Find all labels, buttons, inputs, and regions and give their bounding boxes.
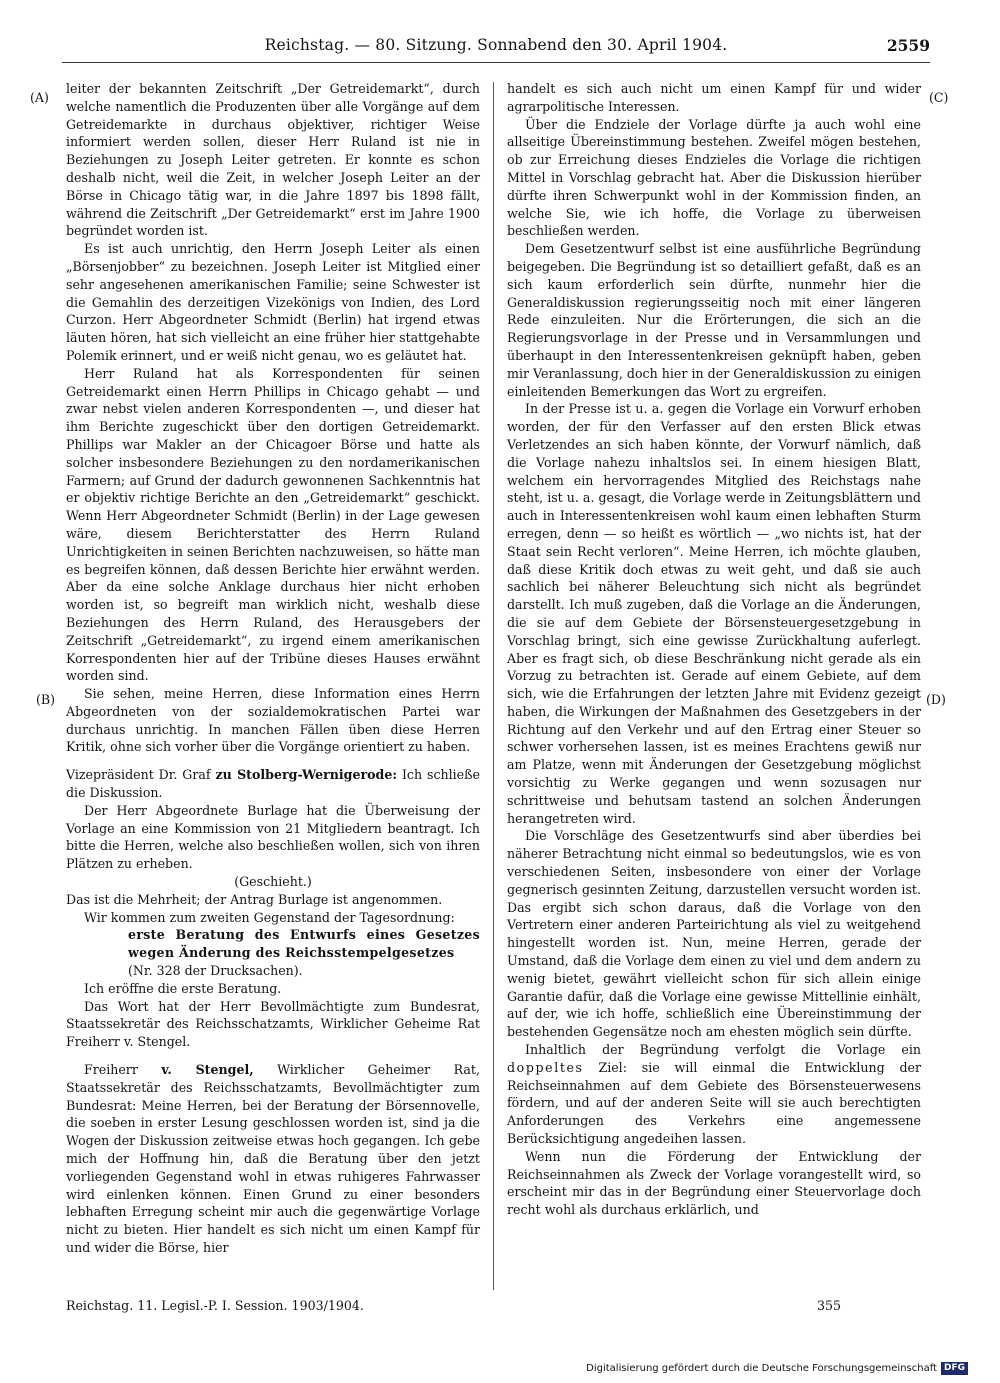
speech-text: Ich schließe die Diskussion. xyxy=(66,767,480,801)
paragraph: In der Presse ist u. a. gegen die Vorlage ein Vorwurf erhoben worden, der für den Verfasser auf den ersten Blick etwas Verletzendes an sich haben könnte, der Vorwurf nämlich, daß die Vorlage nahezu inhaltslos sei. In einem hiesigen Blatt, welchem ein hervorragendes Mitglied des Reichstags nahe steht, ist u. a. gesagt, die Vorlage werde in Zeitungsblättern und auch in Interessentenkreisen wohl kaum einen lebhaften Sturm erregen, denn — so heißt es wörtlich — „wo nichts ist, hat der Staat sein Recht verloren“. Meine Herren, ich möchte glauben, daß diese Kritik doch etwas zu weit geht, und daß sie auch sachlich bei näherer Beleuchtung sich nicht als begründet darstellt. Ich muß zugeben, daß die Vorlage an die Änderungen, die sie auf dem Gebiete der Börsensteuergesetzgebung in Vorschlag bringt, sich eine gewisse Zurückhaltung auferlegt. Aber es fragt sich, ob diese Beschränkung nicht gerade als ein Vorzug zu betrachten ist. Gerade auf einem Gebiete, auf dem sich, wie die Erfahrungen der letzten Jahre mit Evidenz gezeigt haben, die Wirkungen der Maßnahmen des Gesetzgebers in der Richtung auf den Verkehr und auf den Ertrag einer Steuer so schwer vorhersehen lassen, ist es meines Erachtens gewiß nur am Platze, wenn mit Änderungen der Gesetzgebung möglichst vorsichtig zu Werke gegangen und wenn sozusagen nur schrittweise und behutsam tastend an solchen Änderungen herangetreten wird. xyxy=(507,401,921,826)
stage-direction: (Geschieht.) xyxy=(234,874,312,890)
paragraph: Wir kommen zum zweiten Gegenstand der Tagesordnung: xyxy=(84,909,455,925)
paragraph: Wenn nun die Förderung der Entwicklung der Reichseinnahmen als Zweck der Vorlage vorangestellt wird, so erscheint mir das in der Begründung einer Steuervorlage doch recht wohl als durchaus erklärlich, und xyxy=(507,1148,921,1218)
paragraph: Der Herr Abgeordnete Burlage hat die Überweisung der Vorlage an eine Kommission von 21 Mitgliedern beantragt. Ich bitte die Herren, welche also beschließen wollen, sich von ihren Plätzen zu erheben. xyxy=(66,802,480,872)
column-divider xyxy=(493,82,494,1290)
dfg-logo: DFG xyxy=(941,1362,968,1375)
digitization-text: Digitalisierung gefördert durch die Deutsche Forschungsgemeinschaft xyxy=(586,1363,937,1374)
paragraph: Herr Ruland hat als Korrespondenten für seinen Getreidemarkt einen Herrn Phillips in Chicago gehabt — und zwar nebst vielen anderen Korrespondenten —, und dieser hat ihm Berichte zugeschickt über den dortigen Getreidemarkt. Phillips war Makler an der Chicagoer Börse und hatte als solcher insbesondere Beziehungen zu den nordamerikanischen Farmern; auf Grund der dadurch gewonnenen Sachkenntnis hat er objektiv richtige Berichte an den „Getreidemarkt“ geschickt. Wenn Herr Abgeordneter Schmidt (Berlin) in der Lage gewesen wäre, diesem Berichterstatter des Herrn Ruland Unrichtigkeiten in seinen Berichten nachzuweisen, so hätte man es begreifen können, daß dessen Berichte hier erwähnt werden. Aber da eine solche Anklage durchaus hier nicht erhoben worden ist, so begreift man wirklich nicht, weshalb diese Beziehungen des Herrn Ruland, des Herausgebers der Zeitschrift „Getreidemarkt“, zu irgend einem amerikanischen Korrespondenten hier auf der Tribüne dieses Hauses erwähnt worden sind. xyxy=(66,365,480,684)
paragraph xyxy=(507,1041,921,1148)
paragraph: Dem Gesetzentwurf selbst ist eine ausführliche Begründung beigegeben. Die Begründung ist so detailliert gefaßt, daß es an sich kaum erforderlich sein dürfte, nunmehr hier die Generaldiskussion regierungsseitig noch mit einer längeren Rede einzuleiten. Nur die Erörterungen, die sich an die Regierungsvorlage in der Presse und in Versammlungen und überhaupt in den Interessentenkreisen geknüpft haben, geben mir Veranlassung, doch hier in der Generaldiskussion zu einigen einleitenden Bemerkungen das Wort zu ergreifen. xyxy=(507,241,921,399)
speaker-prefix: Freiherr xyxy=(84,1062,138,1078)
paragraph: Das Wort hat der Herr Bevollmächtigte zum Bundesrat, Staatssekretär des Reichsschatzamts, Wirklicher Geheime Rat Freiherr v. Stengel. xyxy=(66,998,480,1050)
margin-marker-c: (C) xyxy=(929,90,949,105)
paragraph: Über die Endziele der Vorlage dürfte ja auch wohl eine allseitige Übereinstimmung bestehen. Zweifel mögen bestehen, ob zur Erreichung dieses Endzieles die Vorlage die richtigen Mittel in Vorschlag gebracht hat. Aber die Diskussion hierüber dürfte ihren Schwerpunkt wohl in der Kommission finden, an welche Sie, wie ich hoffe, die Vorlage zu überweisen beschließen werden. xyxy=(507,116,921,239)
paragraph: handelt es sich auch nicht um einen Kampf für und wider agrarpolitische Interessen. xyxy=(507,81,921,114)
paragraph: Das ist die Mehrheit; der Antrag Burlage ist angenommen. xyxy=(66,891,443,907)
text-run: Ziel: sie will einmal die Entwicklung der Reichseinnahmen auf dem Gebiete des Börsensteuerwesens fördern, und auf der anderen Seite will sie auch berechtigten Anforderungen des Verkehrs eine angemessene Berücksichtigung angedeihen lassen. xyxy=(507,1059,921,1147)
spaced-word: doppeltes xyxy=(507,1059,584,1075)
margin-marker-a: (A) xyxy=(30,90,49,105)
agenda-item: erste Beratung des Entwurfs eines Gesetzes wegen Änderung des Reichsstempelgesetzes xyxy=(128,927,480,961)
speaker-stengel xyxy=(66,1061,480,1257)
signature-number: 355 xyxy=(817,1298,842,1313)
text-run: Inhaltlich der Begründung verfolgt die Vorlage ein xyxy=(525,1042,921,1058)
paragraph: Es ist auch unrichtig, den Herrn Joseph Leiter als einen „Börsenjobber“ zu bezeichnen. Joseph Leiter ist Mitglied einer sehr angesehenen amerikanischen Familie; seine Schwester ist die Gemahlin des derzeitigen Vizekönigs von Indien, des Lord Curzon. Herr Abgeordneter Schmidt (Berlin) hat irgend etwas läuten hören, hat sich vielleicht an eine früher hier stattgehabte Polemik erinnert, und er weiß nicht genau, wo es geläutet hat. xyxy=(66,241,480,363)
speech-text: Wirklicher Geheimer Rat, Staatssekretär des Reichsschatzamts, Bevollmächtigter zum Bundesrat: Meine Herren, bei der Beratung der Börsennovelle, die soeben in erster Lesung geschlossen worden ist, sind ja die Wogen der Diskussion zeitweise etwas hoch gegangen. Ich gebe mich der Hoffnung hin, daß die Beratung über den jetzt vorliegenden Gegenstand wohl in etwas ruhigeres Fahrwasser wird einlenken können. Einen Grund zu einer besonders lebhaften Erregung scheint mir auch die gegenwärtige Vorlage nicht zu bieten. Hier handelt es sich nicht um einen Kampf für und wider die Börse, hier xyxy=(66,1062,480,1255)
agenda-reference: (Nr. 328 der Drucksachen). xyxy=(128,963,303,979)
header-title: Reichstag. — 80. Sitzung. Sonnabend den 30. April 1904. xyxy=(264,36,728,54)
left-column xyxy=(66,80,480,1257)
margin-marker-d: (D) xyxy=(926,692,946,707)
speaker-name: zu Stolberg-Wernigerode: xyxy=(215,767,398,783)
footer-session: Reichstag. 11. Legisl.-P. I. Session. 1903/1904. xyxy=(66,1298,364,1313)
digitization-credit xyxy=(586,1362,968,1375)
margin-marker-b: (B) xyxy=(36,692,56,707)
paragraph: leiter der bekannten Zeitschrift „Der Getreidemarkt“, durch welche namentlich die Produzenten über alle Vorgänge auf dem Getreidemarkte in durchaus objektiver, richtiger Weise informiert werden sollen, dieser Herr Ruland ist nie in Beziehungen zu Joseph Leiter getreten. Er konnte es schon deshalb nicht, weil die Zeit, in welcher Joseph Leiter an der Börse in Chicago tätig war, in die Jahre 1897 bis 1898 fällt, während die Zeitschrift „Der Getreidemarkt“ erst im Jahre 1900 begründet worden ist. xyxy=(66,81,480,239)
speaker-role: Vizepräsident Dr. Graf xyxy=(66,767,211,783)
speaker-vizepraesident xyxy=(66,766,480,802)
running-header xyxy=(62,32,930,63)
paragraph: Ich eröffne die erste Beratung. xyxy=(84,980,282,996)
paragraph: Die Vorschläge des Gesetzentwurfs sind aber überdies bei näherer Betrachtung nicht einmal so bedeutungslos, wie es von verschiedenen Seiten, insbesondere von einer der Vorlage gegnerisch gesinnten Zeitung, darzustellen versucht worden ist. Das ergibt sich schon daraus, daß die Vorlage von den Vertretern einer anderen Parteirichtung als viel zu weitgehend hingestellt worden ist. Nun, meine Herren, gerade der Umstand, daß die Vorlage dem einen zu viel und dem andern zu wenig bietet, gewährt vielleicht schon für sich allein einige Garantie dafür, daß die Vorlage eine gewisse Mittellinie einhält, auf der, wie ich hoffe, schließlich eine Übereinstimmung der bestehenden Gegensätze noch am ehesten möglich sein dürfte. xyxy=(507,828,921,1040)
page-number: 2559 xyxy=(886,36,930,55)
speaker-name: v. Stengel, xyxy=(161,1062,254,1078)
right-column xyxy=(507,80,921,1219)
paragraph: Sie sehen, meine Herren, diese Information eines Herrn Abgeordneten von der sozialdemokratischen Partei war durchaus unrichtig. In manchen Fällen üben diese Herren Kritik, ohne sich vorher über die Vorgänge orientiert zu haben. xyxy=(66,686,480,755)
